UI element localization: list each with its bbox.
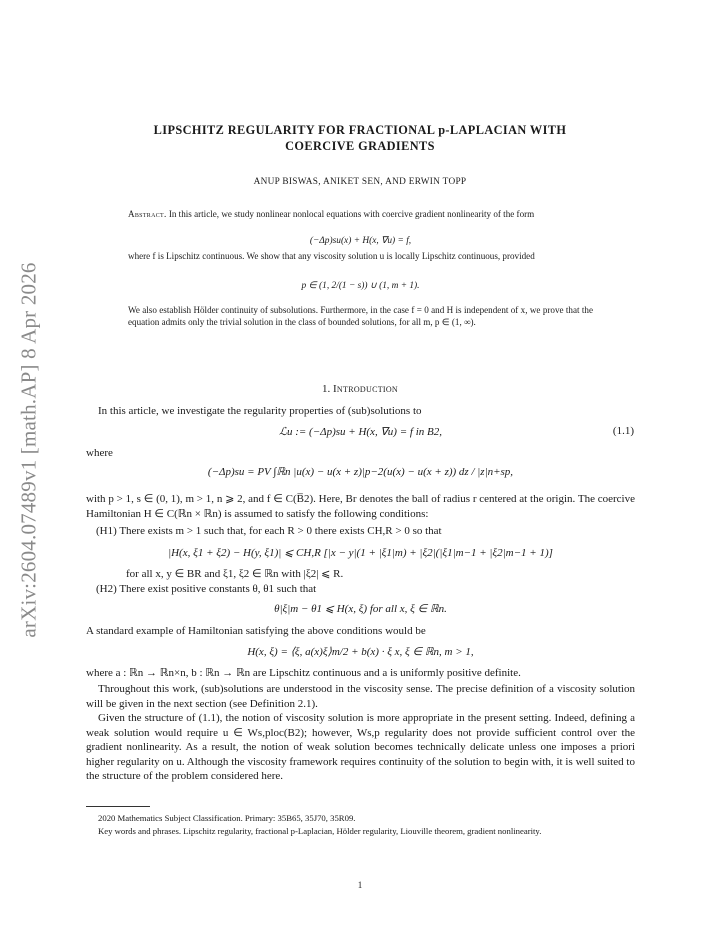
abstract-text-1: In this article, we study nonlinear nonlocal equations with coercive gradient nonlinearity of the form	[168, 209, 535, 219]
section-number: 1.	[321, 383, 331, 395]
arxiv-stamp	[14, 250, 44, 650]
equation-main: ℒu := (−Δp)su + H(x, ∇u) = f in B2,	[279, 426, 442, 438]
equation-example: H(x, ξ) = ⟨ξ, a(x)ξ⟩m/2 + b(x) · ξ x, ξ ∈ ℝn, m > 1,	[247, 646, 474, 658]
abstract-label: Abstract.	[128, 209, 167, 219]
paragraph-viscosity: Throughout this work, (sub)solutions are understood in the viscosity sense. The precise definition of a viscosity solution will be given in the next section (see Definition 2.1).	[86, 683, 635, 710]
abstract-equation-2: p ∈ (1, 2/(1 − s)) ∪ (1, m + 1).	[301, 281, 420, 291]
equation-h1: |H(x, ξ1 + ξ2) − H(y, ξ1)| ⩽ CH,R [|x − y|(1 + |ξ1|m) + |ξ2|(|ξ1|m−1 + |ξ2|m−1 + 1)]	[168, 547, 553, 559]
section-heading	[100, 383, 620, 395]
title-line-1: LIPSCHITZ REGULARITY FOR FRACTIONAL p-LAPLACIAN WITH	[153, 123, 567, 137]
equation-fractional-laplacian: (−Δp)su = PV ∫ℝn |u(x) − u(x + z)|p−2(u(x) − u(x + z)) dz / |z|n+sp,	[207, 466, 514, 478]
hypothesis-h1: (H1) There exists m > 1 such that, for each R > 0 there exists CH,R > 0 so that	[96, 525, 442, 537]
section-title: Introduction	[332, 383, 399, 395]
example-text: A standard example of Hamiltonian satisfying the above conditions would be	[86, 625, 426, 637]
arxiv-stamp-text: arXiv:2604.07489v1 [math.AP] 8 Apr 2026	[16, 262, 41, 638]
abstract-paragraph-1	[128, 209, 593, 221]
footnote-keywords: Key words and phrases. Lipschitz regularity, fractional p-Laplacian, Hölder regularity, Liouville theorem, gradient nonlinearity.	[98, 826, 542, 836]
footnote-msc: 2020 Mathematics Subject Classification. Primary: 35B65, 35J70, 35R09.	[98, 813, 356, 823]
abstract-paragraph-3: We also establish Hölder continuity of subsolutions. Furthermore, in the case f = 0 and H is independent of x, we prove that the equation admits only the trivial solution in the class of bounded solutions, for all m, p ∈ (1, ∞).	[128, 305, 593, 327]
where-text: where	[86, 447, 113, 459]
page-number: 1	[357, 880, 363, 890]
paragraph-structure: Given the structure of (1.1), the notion of viscosity solution is more appropriate in the present setting. Indeed, defining a weak solution would require u ∈ Ws,ploc(B2); however, Ws,p regularity does not provide sufficient control over the gradient nonlinearity. As a result, the notion of weak solution becomes technically delicate unless one imposes a priori higher regularity on u. Although the viscosity framework requires continuity of the solution to begin with, it is well suited to the structure of the problem considered here.	[86, 712, 635, 782]
title-line-2: COERCIVE GRADIENTS	[285, 139, 435, 153]
footnote-rule	[86, 806, 150, 807]
abstract-paragraph-2: where f is Lipschitz continuous. We show that any viscosity solution u is locally Lipschitz continuous, provided	[128, 251, 535, 261]
equation-h2: θ|ξ|m − θ1 ⩽ H(x, ξ) for all x, ξ ∈ ℝn.	[274, 603, 447, 615]
hypotheses-intro: with p > 1, s ∈ (0, 1), m > 1, n ⩾ 2, and f ∈ C(B̅2). Here, Br denotes the ball of radius r centered at the origin. The coercive Hamiltonian H ∈ C(ℝn × ℝn) is assumed to satisfy the following conditions:	[86, 493, 635, 520]
hypothesis-h2: (H2) There exist positive constants θ, θ1 such that	[96, 583, 317, 595]
hypothesis-h1-range: for all x, y ∈ BR and ξ1, ξ2 ∈ ℝn with |ξ2| ⩽ R.	[126, 568, 344, 580]
equation-number-1-1: (1.1)	[612, 425, 634, 437]
paper-title	[100, 122, 620, 154]
abstract-equation-1: (−Δp)su(x) + H(x, ∇u) = f,	[309, 236, 412, 246]
author-list: ANUP BISWAS, ANIKET SEN, AND ERWIN TOPP	[253, 177, 467, 187]
example-conditions: where a : ℝn → ℝn×n, b : ℝn → ℝn are Lipschitz continuous and a is uniformly positive definite.	[86, 667, 521, 679]
intro-text: In this article, we investigate the regularity properties of (sub)solutions to	[98, 405, 422, 417]
